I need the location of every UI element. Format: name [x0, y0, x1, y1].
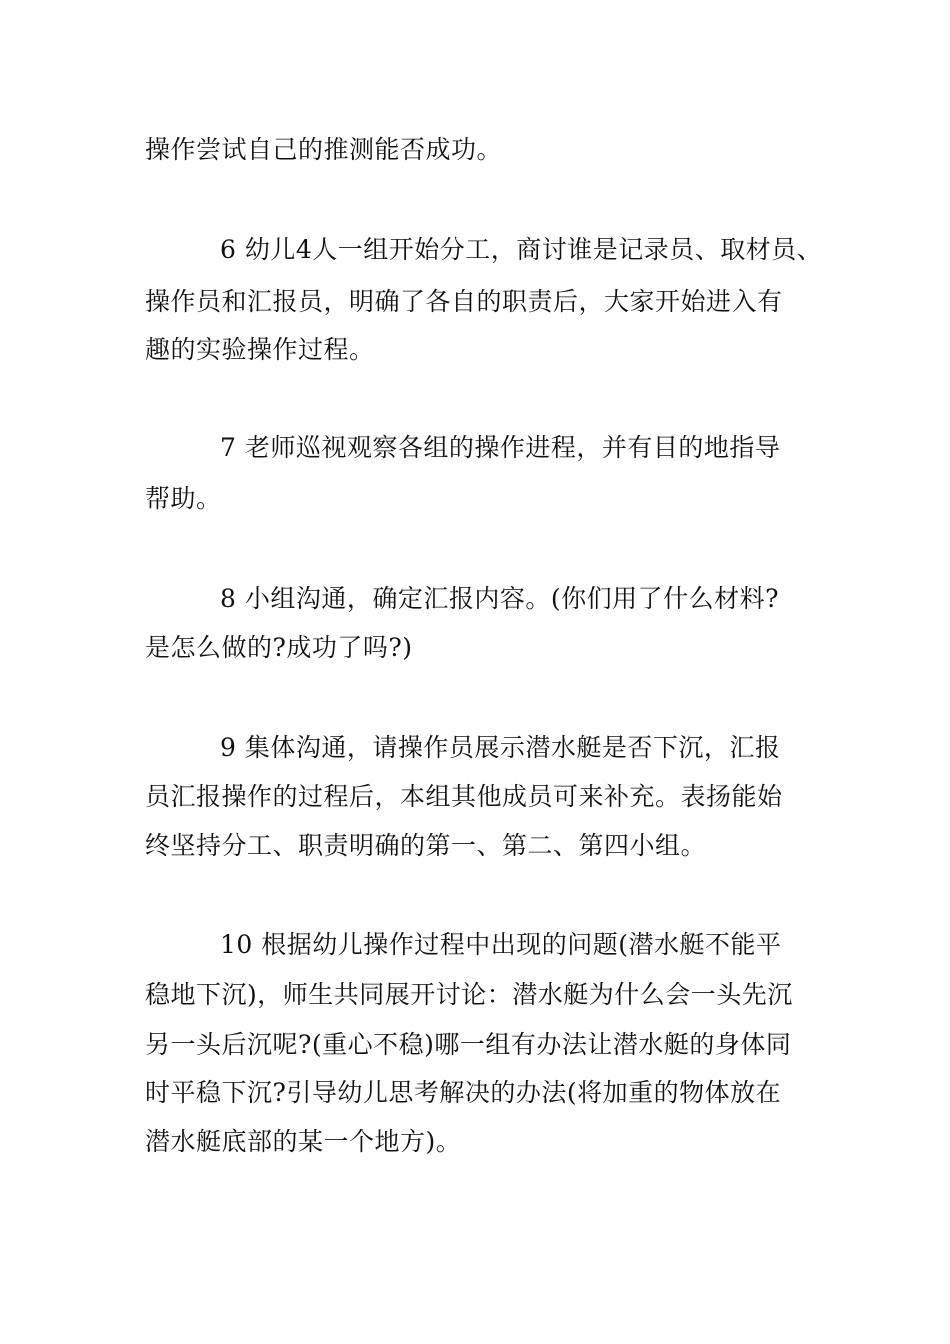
text-line: 6 幼儿4人一组开始分工，商讨谁是记录员、取材员、 — [220, 235, 823, 264]
text-line: 8 小组沟通，确定汇报内容。(你们用了什么材料? — [220, 584, 780, 613]
text-line: 稳地下沉)，师生共同展开讨论：潜水艇为什么会一头先沉 — [145, 980, 793, 1009]
text-line: 操作尝试自己的推测能否成功。 — [145, 135, 503, 164]
text-line: 潜水艇底部的某一个地方)。 — [145, 1127, 462, 1156]
text-line: 终坚持分工、职责明确的第一、第二、第四小组。 — [145, 831, 707, 860]
text-line: 另一头后沉呢?(重心不稳)哪一组有办法让潜水艇的身体同 — [145, 1030, 792, 1059]
text-line: 是怎么做的?成功了吗?) — [145, 633, 413, 662]
text-line: 帮助。 — [145, 484, 222, 513]
text-line: 操作员和汇报员，明确了各自的职责后，大家开始进入有 — [145, 287, 783, 316]
text-line: 时平稳下沉?引导幼儿思考解决的办法(将加重的物体放在 — [145, 1078, 782, 1107]
text-line: 9 集体沟通，请操作员展示潜水艇是否下沉，汇报 — [220, 733, 781, 762]
text-line: 员汇报操作的过程后，本组其他成员可来补充。表扬能始 — [145, 782, 783, 811]
text-line: 7 老师巡视观察各组的操作进程，并有目的地指导 — [220, 433, 781, 462]
text-line: 趣的实验操作过程。 — [145, 335, 375, 364]
text-line: 10 根据幼儿操作过程中出现的问题(潜水艇不能平 — [220, 930, 782, 959]
